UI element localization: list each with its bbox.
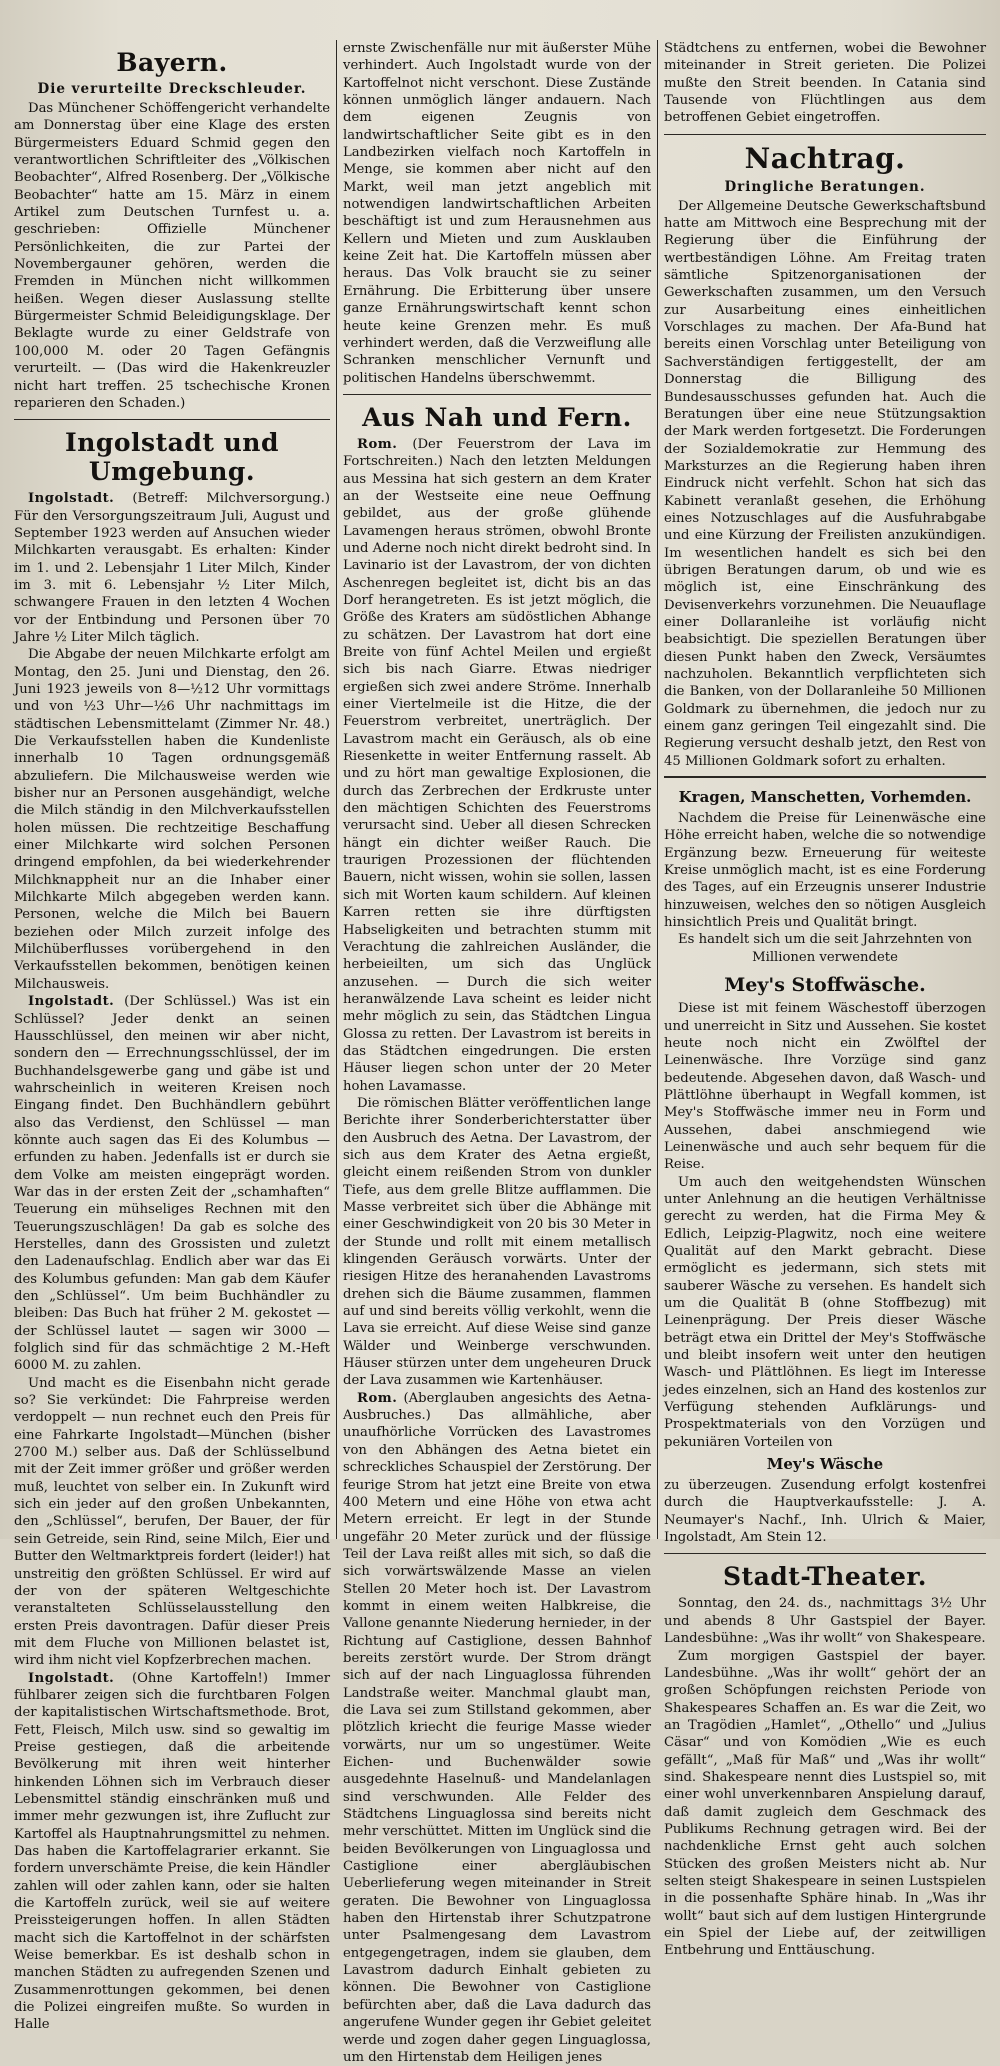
article-schluessel [14, 993, 330, 1375]
divider [14, 419, 330, 420]
ad-text: Um auch den weitgehendsten Wünschen unter Anlehnung an die heutigen Verhältnisse gerecht zu werden, hat die Firma Mey & Edlich, Leipzig-Plagwitz, noch eine weitere Qualität auf den Markt gebracht. Diese ermöglicht es jedermann, sich stets mit sauberer Wäsche zu versehen. Es handelt sich um die Qualität B (ohne Stoffbezug) mit Leinenprägung. Der Preis dieser Wäsche beträgt etwa ein Drittel der Mey's Stoffwäsche und bleibt insofern weit unter den heutigen Wasch- und Plättlöhnen. Es liegt im Interesse jedes einzelnen, sich an Hand des kostenlos zur Verfügung stehenden Aufklärungs- und Prospektmaterials von den Vorzügen und pekuniären Vorteilen von [664, 1174, 986, 1450]
article-theater-text: Zum morgigen Gastspiel der bayer. Landesbühne. „Was ihr wollt“ gehört der an großen Schöpfungen reichsten Periode von Shakespeares Schaffen an. Es war die Zeit, wo an Tragödien „Hamlet“, „Othello“ und „Julius Cäsar“ und von Komödien „Wie es euch gefällt“, „Maß für Maß“ und „Was ihr wollt“ sind. Shakespeare nennt dies Lustspiel so, mit einer wohl unverkennbaren Anspielung darauf, daß damit zugleich dem Geschmack des Publikums Rechnung getragen wird. Bei der nachdenkliche Ernst geht auch solchen Stücken des großen Meisters nicht ab. Nur selten steigt Shakespeare in seinen Lustspielen in die possenhafte Sphäre hinab. In „Was ihr wollt“ baut sich auf dem lustigen Hintergrunde ein Spiel der Liebe auf, der zeitwilligen Entbehrung und Enttäuschung. [664, 1648, 986, 1959]
section-title-nah-fern: Aus Nah und Fern. [362, 402, 632, 432]
article-title-beratungen: Dringliche Beratungen. [724, 178, 926, 195]
article-text: (Der Feuerstrom der Lava im Fortschreiten.) Nach den letzten Meldungen aus Messina hat sich gestern an dem Krater an der Westseite eine neue Oeffnung gebildet, aus der große glühende Lavamengen heraus strömen, obwohl Bronte und Aderne noch nicht direkt bedroht sind. In Lavinario ist der Lavastrom, der von dichten Aschenregen begleitet ist, dicht bis an das Dorf herangetreten. Es ist jetzt möglich, die Größe des Kraters am südöstlichen Abhange zu schätzen. Der Lavastrom hat dort eine Breite von fünf Achtel Meilen und ergießt sich bis nach Giarre. Etwas niedriger ergießen sich zwei andere Ströme. Innerhalb einer Viertelmeile ist die Hitze, die der Feuerstrom verbreitet, unerträglich. Der Lavastrom macht ein Geräusch, als ob eine Riesenkette in weiter Entfernung rasselt. Ab und zu hört man gewaltige Explosionen, die durch das Zerbrechen der Erdkruste unter den mächtigen Schichten des Feuerstroms verursacht sind. Ueber all diesen Schrecken hängt ein dichter weißer Rauch. Die traurigen Prozessionen der flüchtenden Bauern, nicht wissen, wohin sie sollen, lassen sich mit Worten kaum schildern. Auf kleinen Karren retten sie ihre dürftigsten Habseligkeiten und betrachten stumm mit Verachtung die zahlreichen Ausländer, die herbeieilten, um sich das Unglück anzusehen. — Durch die sich weiter heranwälzende Lava scheint es leider nicht mehr möglich zu sein, das Städtchen Lingua Glossa zu retten. Der Lavastrom ist bereits in das Städtchen eingedrungen. Die ersten Häuser liegen schon unter der 20 Meter hohen Lavamasse. [343, 436, 651, 1094]
dateline: Ingolstadt. [28, 491, 115, 507]
columns [8, 40, 992, 2065]
article-text-dreckschleuder: Das Münchener Schöffengericht verhandelte am Donnerstag über eine Klage des ersten Bürgermeisters Eduard Schmid gegen den verantwortlichen Schriftleiter des „Völkischen Beobachter“, Alfred Rosenberg. Der „Völkische Beobachter“ hatte am 15. März in einem Artikel zum Deutschen Turnfest u. a. geschrieben: Offizielle Münchener Persönlichkeiten, die zur Partei der Novembergauner gehören, werden die Fremden in München nicht willkommen heißen. Wegen dieser Auslassung stellte Bürgermeister Schmid Beleidigungsklage. Der Beklagte wurde zu einer Geldstrafe von 100,000 M. oder 20 Tagen Gefängnis verurteilt. — (Das wird die Hakenkreuzler nicht hart treffen. 25 tschechische Kronen reparieren den Schaden.) [14, 101, 330, 411]
ad-text: Es handelt sich um die seit Jahrzehnten von Millionen verwendete [678, 932, 972, 965]
ad-brand-secondary: Mey's Wäsche [766, 1455, 884, 1474]
ad-title: Kragen, Manschetten, Vorhemden. [678, 788, 972, 807]
dateline: Rom. [357, 1390, 398, 1406]
article-continued: Städtchens zu entfernen, wobei die Bewohner miteinander in Streit gerieten. Die Polizei mußte den Streit beenden. In Catania sind Tausende von Flüchtlingen aus dem betroffenen Gebiet eingetroffen. [664, 41, 986, 126]
article-continued: ernste Zwischenfälle nur mit äußerster Mühe verhindert. Auch Ingolstadt wurde von der Kartoffelnot nicht verschont. Diese Zustände können unmöglich länger andauern. Nach dem eigenen Zeugnis von landwirtschaftlicher Seite gibt es in den Landbezirken vielfach noch Kartoffeln in Menge, sie kommen aber nicht auf den Markt, weil man jetzt angeblich mit notwendigen landwirtschaftlichen Arbeiten beschäftigt ist und zum Herausnehmen aus Kellern und Mieten und zum Ausklauben keine Zeit hat. Die Kartoffeln müssen aber heraus. Das Volk braucht sie zu seiner Ernährung. Die Erbitterung über unsere ganze Ernährungswirtschaft kennt schon heute keine Grenzen mehr. Es muß verhindert werden, daß die Verzweiflung alle Schranken menschlicher Vernunft und politischen Handelns überschwemmt. [343, 41, 651, 386]
article-eisenbahn: Und macht es die Eisenbahn nicht gerade so? Sie verkündet: Die Fahrpreise werden verdoppelt — nun rechnet euch den Preis für eine Fahrkarte Ingolstadt—München (bisher 2700 M.) selber aus. Daß der Schlüsselbund mit der Zeit immer größer und größer werden muß, leuchtet von selber ein. In Zukunft wird sich ein jeder auf den großen Unbekannten, den „Schlüssel“, berufen, Der Bauer, der für sein Getreide, sein Rind, seine Milch, Eier und Butter den Weltmarktpreis fordert (leider!) hat unstreitig den größten Schlüssel. Er wird auf der von der späteren Weltgeschichte veranstalteten Schlüsselausstellung den ersten Preis davontragen. Dafür dieser Preis mit dem Fluche von Millionen belastet ist, wird ihm nicht viel Kopfzerbrechen machen. [14, 1375, 330, 1669]
article-text: (Betreff: Milchversorgung.) Für den Versorgungszeitraum Juli, August und September 1923 werden auf Ansuchen wieder Milchkarten verausgabt. Es erhalten: Kinder im 1. und 2. Lebensjahr 1 Liter Milch, Kinder im 3. mit 6. Lebensjahr ½ Liter Milch, schwangere Frauen in den letzten 4 Wochen vor der Entbindung und Personen über 70 Jahre ½ Liter Milch täglich. [14, 491, 330, 645]
column-left [8, 40, 336, 2033]
article-milchversorgung [14, 490, 330, 646]
divider [664, 134, 986, 135]
section-title-theater: Stadt-Theater. [723, 1562, 927, 1592]
article-text: (Der Schlüssel.) Was ist ein Schlüssel? Jeder denkt an seinen Hausschlüssel, den meinen wir aber nicht, sondern den — Errechnungsschlüssel, der im Buchhandelsgewerbe gang und gäbe ist und wahrscheinlich in weiteren Kreisen noch Eingang findet. Den Buchhändlern gebührt also das Verdienst, den Schlüssel — man könnte auch sagen das Ei des Kolumbus — erfunden zu haben. Jedenfalls ist er durch sie dem Volke am meisten eingeprägt worden. War das in der ersten Zeit der „schamhaften“ Teuerung ein mühseliges Rechnen mit den Teuerungszuschlägen! Da gab es solche des Herstelles, dann des Grossisten und zuletzt den Ladenaufschlag. Endlich aber war das Ei des Kolumbus gefunden: Man gab dem Käufer den „Schlüssel“. Um beim Buchhändler zu bleiben: Das Buch hat früher 2 M. gekostet — der Schlüssel lautet — sagen wir 3000 — folglich sind für das schmächtige 2 M.-Heft 6000 M. zu zahlen. [14, 994, 330, 1374]
article-milchkarte: Die Abgabe der neuen Milchkarte erfolgt am Montag, den 25. Juni und Dienstag, den 26. Juni 1923 jeweils von 8—½12 Uhr vormittags und von ½3 Uhr—½6 Uhr nachmittags im städtischen Lebensmittelamt (Zimmer Nr. 48.) Die Verkaufsstellen haben die Kundenliste innerhalb 10 Tagen ordnungsgemäß abzuliefern. Die Milchausweise werden wie bisher nur an Personen ausgehändigt, welche die Milch ständig in den Milchverkaufsstellen holen müssen. Die rechtzeitige Beschaffung einer Milchkarte wird solchen Personen dringend empfohlen, da bei wiederkehrender Milchknappheit nur an die Inhaber einer Milchkarte Milch abgegeben werden kann. Personen, welche die Milch bei Bauern beziehen oder Milch zurzeit infolge des Milchüberflusses vorübergehend in den Verkaufsstellen bekommen, benötigen keinen Milchausweis. [14, 647, 330, 992]
article-theater-program: Sonntag, den 24. ds., nachmittags 3½ Uhr und abends 8 Uhr Gastspiel der Bayer. Landesbühne: „Was ihr wollt“ von Shakespeare. [664, 1596, 986, 1647]
section-title-ingolstadt: Ingolstadt und Umgebung. [65, 428, 279, 487]
ad-text: Nachdem die Preise für Leinenwäsche eine Höhe erreicht haben, welche die so notwendige Ergänzung bezw. Erneuerung für weiteste Kreise unmöglich macht, ist es eine Forderung des Tages, auf ein Erzeugnis unserer Industrie hinzuweisen, welches den so nötigen Ausgleich hinsichtlich Preis und Qualität bringt. [664, 811, 986, 931]
article-aetna-berichte: Die römischen Blätter veröffentlichen lange Berichte ihrer Sonderberichterstatter über den Ausbruch des Aetna. Der Lavastrom, der sich aus dem Krater des Aetna ergießt, gleicht einem reißenden Strom von dunkler Tiefe, aus dem grelle Blitze aufflammen. Die Masse verbreitet sich über die Abhänge mit einer Geschwindigkeit von 20 bis 30 Meter in der Stunde und rollt mit einem metallisch klingenden Geräusch vorwärts. Unter der riesigen Hitze des heranahenden Lavastroms drehen sich die Bäume zusammen, flammen auf und sind bereits völlig verkohlt, wenn die Lava sie erreicht. Auf diese Weise sind ganze Wälder und Weinberge verschwunden. Häuser stürzen unter dem ungeheuren Druck der Lava zusammen wie Kartenhäuser. [343, 1095, 651, 1389]
ad-brand: Mey's Stoffwäsche. [724, 974, 926, 997]
section-title-bayern: Bayern. [116, 48, 228, 77]
dateline: Ingolstadt. [28, 994, 115, 1010]
column-middle [336, 40, 658, 2065]
article-text: (Aberglauben angesichts des Aetna-Ausbruches.) Das allmähliche, aber unaufhörliche Vorrücken des Lavastromes von den Abhängen des Aetna bietet ein schreckliches Schauspiel der Zerstörung. Der feurige Strom hat jetzt eine Breite von etwa 400 Metern und eine Höhe von etwa acht Metern erreicht. Er legt in der Stunde ungefähr 20 Meter zurück und der flüssige Teil der Lava reißt alles mit sich, so daß die sich vorwärtswälzende Masse an vielen Stellen 20 Meter hoch ist. Der Lavastrom kommt in einem weiten Halbkreise, die Vallone genannte Niederung hernieder, in der Richtung auf Castiglione, dessen Bahnhof bereits zerstört wurde. Der Strom drängt sich auf der nach Linguaglossa führenden Landstraße weiter. Manchmal glaubt man, die Lava sei zum Stillstand gekommen, aber plötzlich kriecht die feurige Masse wieder vorwärts, nur um so ungestümer. Weite Eichen- und Buchenwälder sowie ausgedehnte Haselnuß- und Mandelanlagen sind verschwunden. Alle Felder des Städtchens Linguaglossa sind bereits nicht mehr verschüttet. Mitten im Unglück sind die beiden Bevölkerungen von Linguaglossa und Castiglione einer abergläubischen Ueberlieferung wegen miteinander in Streit geraten. Die Bewohner von Linguaglossa haben den Hirtenstab ihrer Schutzpatrone unter Psalmengesang dem Lavastrom entgegengetragen, indem sie glauben, dem Lavastrom dadurch Einhalt gebieten zu können. Die Bewohner von Castiglione befürchten aber, daß die Lava dadurch das angerufene Wunder gegen ihr Gebiet geleitet werde und zogen daher gegen Linguaglossa, um den Hirtenstab dem Heiligen jenes [343, 1390, 651, 2065]
ad-text: zu überzeugen. Zusendung erfolgt kostenfrei durch die Hauptverkaufsstelle: J. A. Neumayer's Nachf., Inh. Ulrich & Maier, Ingolstadt, Am Stein 12. [664, 1478, 986, 1546]
section-title-nachtrag: Nachtrag. [744, 141, 906, 175]
divider [664, 1553, 986, 1554]
dateline: Rom. [357, 436, 398, 452]
article-kartoffeln [14, 1670, 330, 2034]
divider [343, 394, 651, 395]
ad-text: Diese ist mit feinem Wäschestoff überzogen und unerreicht in Sitz und Aussehen. Sie kostet heute noch nicht ein Zwölftel der Leinenwäsche. Ihre Vorzüge sind ganz bedeutende. Abgesehen davon, daß Wasch- und Plättlöhne überhaupt in Wegfall kommen, ist Mey's Stoffwäsche immer neu in Form und Aussehen, dabei anschmiegend wie Leinenwäsche und auch sehr bequem für die Reise. [664, 1001, 986, 1173]
article-title-dreckschleuder: Die verurteilte Dreckschleuder. [37, 81, 307, 97]
column-right [658, 40, 992, 1959]
dateline: Ingolstadt. [28, 1670, 115, 1686]
article-text: (Ohne Kartoffeln!) Immer fühlbarer zeigen sich die furchtbaren Folgen der kapitalistischen Wirtschaftsmethode. Brot, Fett, Fleisch, Milch usw. sind so gewaltig im Preise gestiegen, daß die arbeitende Bevölkerung mit ihren weit hinterher hinkenden Löhnen sich im Verbrauch dieser Lebensmittel ständig einschränken muß und immer mehr gezwungen ist, ihre Zuflucht zur Kartoffel als Hauptnahrungsmittel zu nehmen. Das haben die Kartoffelagrarier erkannt. Sie fordern unverschämte Preise, die kein Händler zahlen will oder zahlen kann, oder sie halten die Kartoffeln zurück, weil sie auf weitere Preissteigerungen hoffen. In allen Städten macht sich die Kartoffelnot in der schärfsten Weise bemerkbar. Es ist deshalb schon in manchen Städten zu aufregenden Szenen und Zusammenrottungen gekommen, bei denen die Polizei eingreifen mußte. So wurden in Halle [14, 1670, 330, 2033]
article-aberglauben [343, 1390, 651, 2066]
article-text-beratungen: Der Allgemeine Deutsche Gewerkschaftsbund hatte am Mittwoch eine Besprechung mit der Regierung über die Einführung der wertbeständigen Löhne. Am Freitag traten sämtliche Spitzenorganisationen der Gewerkschaften zusammen, um den Versuch zur Ausarbeitung eines einheitlichen Vorschlages zu machen. Der Afa-Bund hat bereits einen Vorschlag unter Beteiligung von Sachverständigen fertiggestellt, der am Donnerstag die Billigung des Bundesausschusses gefunden hat. Auch die Beratungen über eine neue Stützungsaktion der Mark werden fortgesetzt. Die Forderungen der Sozialdemokratie zur Hemmung des Marksturzes an die Regierung haben ihren Eindruck nicht verfehlt. Schon hat sich das Kabinett veranlaßt gesehen, die Erhöhung eines Notzuschlages auf die Ausfuhrabgabe und eine Kürzung der Freilisten anzukündigen. Im wesentlichen handelt es sich bei den übrigen Beratungen darum, ob und wie es möglich ist, eine Einschränkung des Devisenverkehrs vorzunehmen. Die Neuauflage einer Dollaranleihe ist vorläufig nicht beabsichtigt. Die speziellen Beratungen über diesen Punkt haben den Zweck, Versäumtes nachzuholen. Bekanntlich verpflichteten sich die Banken, von der Dollaranleihe 50 Millionen Goldmark zu übernehmen, die jedoch nur zu einem ganz geringen Teil eingezahlt sind. Die Regierung versucht deshalb jetzt, den Rest von 45 Millionen Goldmark sofort zu erhalten. [664, 198, 986, 769]
advertisement-mey [664, 776, 986, 1546]
article-lava [343, 436, 651, 1095]
